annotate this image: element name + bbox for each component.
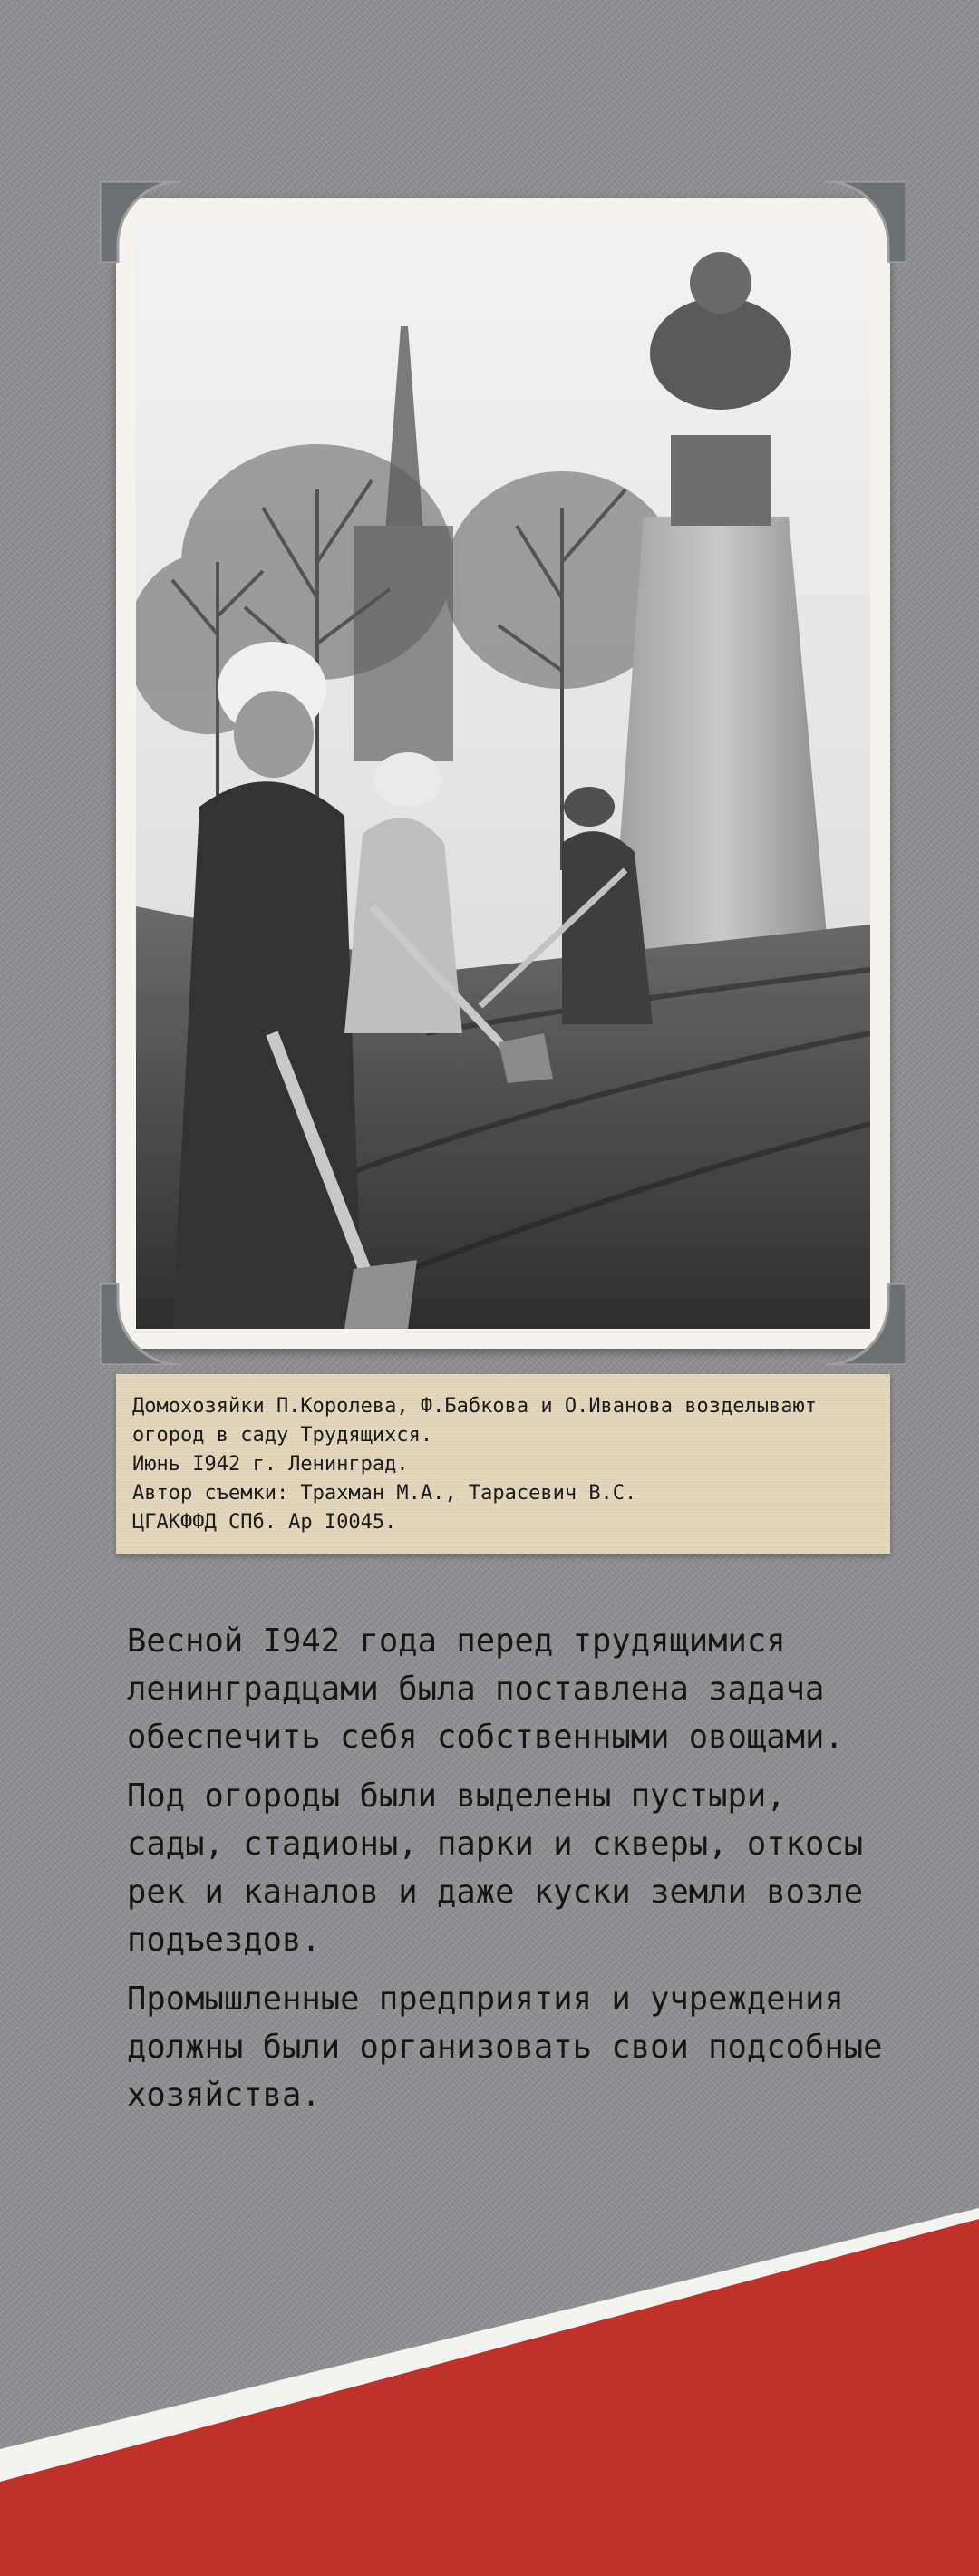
photo-caption-label <box>116 1374 890 1554</box>
text-line: подъездов. <box>127 1922 321 1959</box>
paragraph-1 <box>127 1617 906 1761</box>
photo-corner-mount <box>100 181 181 263</box>
text-line: Весной I942 года перед трудящимися <box>127 1622 786 1660</box>
photo-corner-mount <box>100 1283 181 1365</box>
text-line: сады, стадионы, парки и скверы, откосы <box>127 1825 864 1863</box>
caption-line: ЦГАКФФД СПб. Ар I0045. <box>132 1511 397 1534</box>
decorative-red-band <box>0 2193 979 2576</box>
caption-line: Домохозяйки П.Королева, Ф.Бабкова и О.Иванова возделывают <box>132 1395 817 1418</box>
text-line: должны были организовать свои подсобные <box>127 2029 883 2066</box>
text-line: Под огороды были выделены пустыри, <box>127 1777 786 1815</box>
archival-photo-card <box>116 198 890 1349</box>
caption-line: Автор съемки: Трахман М.А., Тарасевич В.С. <box>132 1482 637 1505</box>
text-line: обеспечить себя собственными овощами. <box>127 1719 844 1756</box>
photo-corner-mount <box>825 181 906 263</box>
text-line: Промышленные предприятия и учреждения <box>127 1980 844 2018</box>
caption-line: Июнь I942 г. Ленинград. <box>132 1453 409 1476</box>
caption-line: огород в саду Трудящихся. <box>132 1424 433 1447</box>
red-stripe <box>0 2219 979 2576</box>
paragraph-2 <box>127 1772 906 1964</box>
paragraph-3 <box>127 1975 906 2119</box>
text-line: хозяйства. <box>127 2077 321 2114</box>
text-line: ленинградцами была поставлена задача <box>127 1671 825 1708</box>
photo-corner-mount <box>825 1283 906 1365</box>
text-line: рек и каналов и даже куски земли возле <box>127 1874 864 1911</box>
archival-photo <box>136 218 870 1329</box>
body-text <box>127 1617 906 2130</box>
